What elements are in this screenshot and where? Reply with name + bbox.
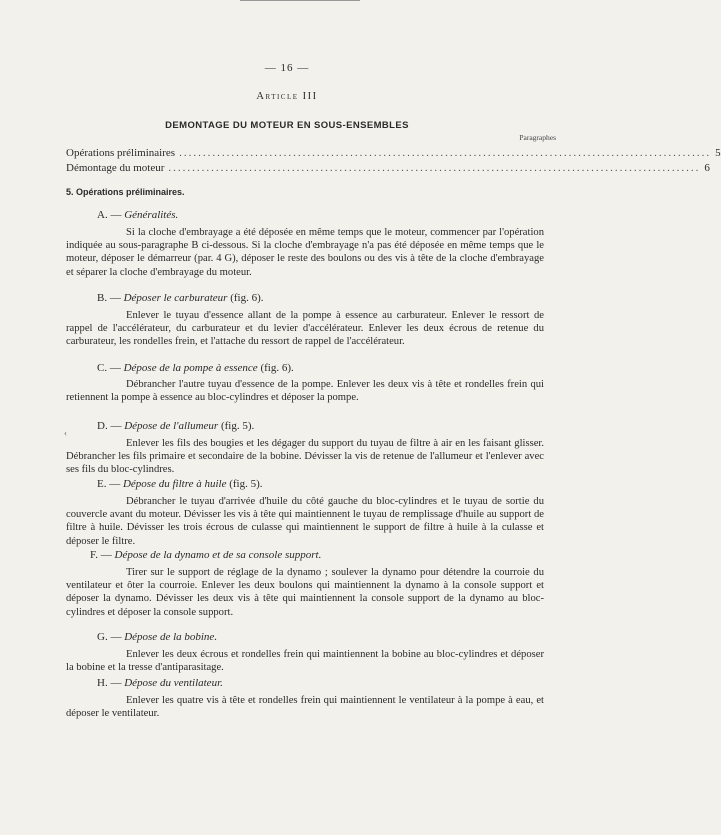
body-text: Enlever le tuyau d'essence allant de la pompe à essence au carburateur. Enlever le ressort de rappel de l'accélérateur, du carburateur et du levier d'accélérateur. Enlever les deux écrous de retenue du carburateur, les rondelles frein, et l'attache du ressort de rappel de l'accélérateur. bbox=[66, 310, 544, 348]
subsection-letter: G. — bbox=[97, 631, 122, 643]
subsection-heading bbox=[90, 549, 321, 561]
subsection-title: Dépose de la dynamo et de sa console support. bbox=[114, 549, 322, 561]
figure-ref: (fig. 6). bbox=[260, 362, 294, 374]
chapter-title: DEMONTAGE DU MOTEUR EN SOUS-ENSEMBLES bbox=[165, 120, 409, 131]
subsection-letter: A. — bbox=[97, 209, 122, 221]
subsection-body bbox=[66, 648, 544, 674]
toc-entry bbox=[66, 162, 710, 174]
subsection-heading bbox=[97, 631, 217, 643]
subsection-heading bbox=[97, 420, 254, 432]
article-heading: Article III bbox=[256, 91, 318, 102]
subsection-title: Dépose de la pompe à essence bbox=[123, 362, 258, 374]
subsection-heading bbox=[97, 292, 264, 304]
top-rule bbox=[240, 0, 360, 6]
toc-number: 6 bbox=[704, 162, 710, 174]
toc-leader: ................................................................................................................ bbox=[168, 162, 701, 174]
subsection-body bbox=[66, 495, 544, 548]
figure-ref: (fig. 6). bbox=[230, 292, 264, 304]
toc-entry bbox=[66, 147, 721, 159]
subsection-title: Dépose de la bobine. bbox=[124, 631, 218, 643]
toc-leader: ................................................................................................................ bbox=[179, 147, 712, 159]
subsection-title: Dépose du filtre à huile bbox=[122, 478, 227, 490]
subsection-title: Dépose de l'allumeur bbox=[124, 420, 219, 432]
subsection-letter: H. — bbox=[97, 677, 122, 689]
subsection-body bbox=[66, 226, 544, 279]
figure-ref: (fig. 5). bbox=[220, 420, 255, 432]
figure-ref: (fig. 5). bbox=[229, 478, 263, 490]
subsection-body bbox=[66, 378, 544, 404]
subsection-title: Déposer le carburateur bbox=[123, 292, 228, 304]
page-number: — 16 — bbox=[264, 62, 310, 74]
subsection-letter: B. — bbox=[97, 292, 121, 304]
subsection-letter: D. — bbox=[97, 420, 122, 432]
body-text: Enlever les fils des bougies et les dégager du support du tuyau de filtre à air en les faisant glisser. Débrancher les fils primaire et secondaire de la bobine. Dévisser la vis de retenue de l'allumeur et l'enlever avec ses fils du bloc-cylindres. bbox=[66, 438, 544, 476]
toc-number: 5 bbox=[715, 147, 721, 159]
paragraphes-column-label: Paragraphes bbox=[519, 133, 556, 142]
margin-mark: ‹ bbox=[64, 428, 67, 438]
body-text: Enlever les deux écrous et rondelles frein qui maintiennent la bobine au bloc-cylindres et déposer la bobine et la tresse d'antiparasitage. bbox=[66, 649, 544, 674]
section-heading: 5. Opérations préliminaires. bbox=[66, 187, 185, 197]
body-text: Si la cloche d'embrayage a été déposée en même temps que le moteur, commencer par l'opération indiquée au sous-paragraphe B ci-dessous. Si la cloche d'embrayage n'a pas été déposée en même temps que le moteur, déposer le démarreur (par. 4 G), déposer le reste des boulons ou des vis à tête de la cloche d'embrayage et séparer la cloche d'embrayage du moteur. bbox=[66, 227, 544, 278]
subsection-body bbox=[66, 694, 544, 720]
toc-label: Démontage du moteur bbox=[66, 162, 165, 174]
subsection-title: Généralités. bbox=[124, 209, 179, 221]
toc-label: Opérations préliminaires bbox=[66, 147, 176, 159]
subsection-body bbox=[66, 566, 544, 619]
subsection-body bbox=[66, 309, 544, 349]
subsection-heading bbox=[97, 677, 223, 689]
body-text: Débrancher l'autre tuyau d'essence de la pompe. Enlever les deux vis à tête et rondelles frein qui retiennent la pompe à essence au bloc-cylindres et déposer la pompe. bbox=[66, 379, 544, 404]
body-text: Tirer sur le support de réglage de la dynamo ; soulever la dynamo pour détendre la courroie du ventilateur et ôter la courroie. Enlever les deux boulons qui maintiennent la dynamo à la console support et déposer la dynamo. Dévisser les deux vis à tête qui maintiennent la console support de la dynamo au bloc-cylindres et déposer la console support. bbox=[66, 567, 544, 618]
subsection-letter: F. — bbox=[90, 549, 112, 561]
subsection-heading bbox=[97, 362, 294, 374]
body-text: Débrancher le tuyau d'arrivée d'huile du côté gauche du bloc-cylindres et le tuyau de sortie du couvercle avant du moteur. Dévisser les vis à tête qui maintiennent le tuyau de remplissage d'huile au support de filtre à huile. Dévisser les trois écrous de culasse qui maintiennent le support de filtre à huile à la culasse et déposer le filtre. bbox=[66, 496, 544, 547]
subsection-letter: C. — bbox=[97, 362, 121, 374]
subsection-heading bbox=[97, 209, 178, 221]
subsection-heading bbox=[97, 478, 263, 490]
subsection-letter: E. — bbox=[97, 478, 121, 490]
subsection-body bbox=[66, 437, 544, 477]
body-text: Enlever les quatre vis à tête et rondelles frein qui maintiennent le ventilateur à la pompe à eau, et déposer le ventilateur. bbox=[66, 695, 544, 720]
subsection-title: Dépose du ventilateur. bbox=[124, 677, 223, 689]
